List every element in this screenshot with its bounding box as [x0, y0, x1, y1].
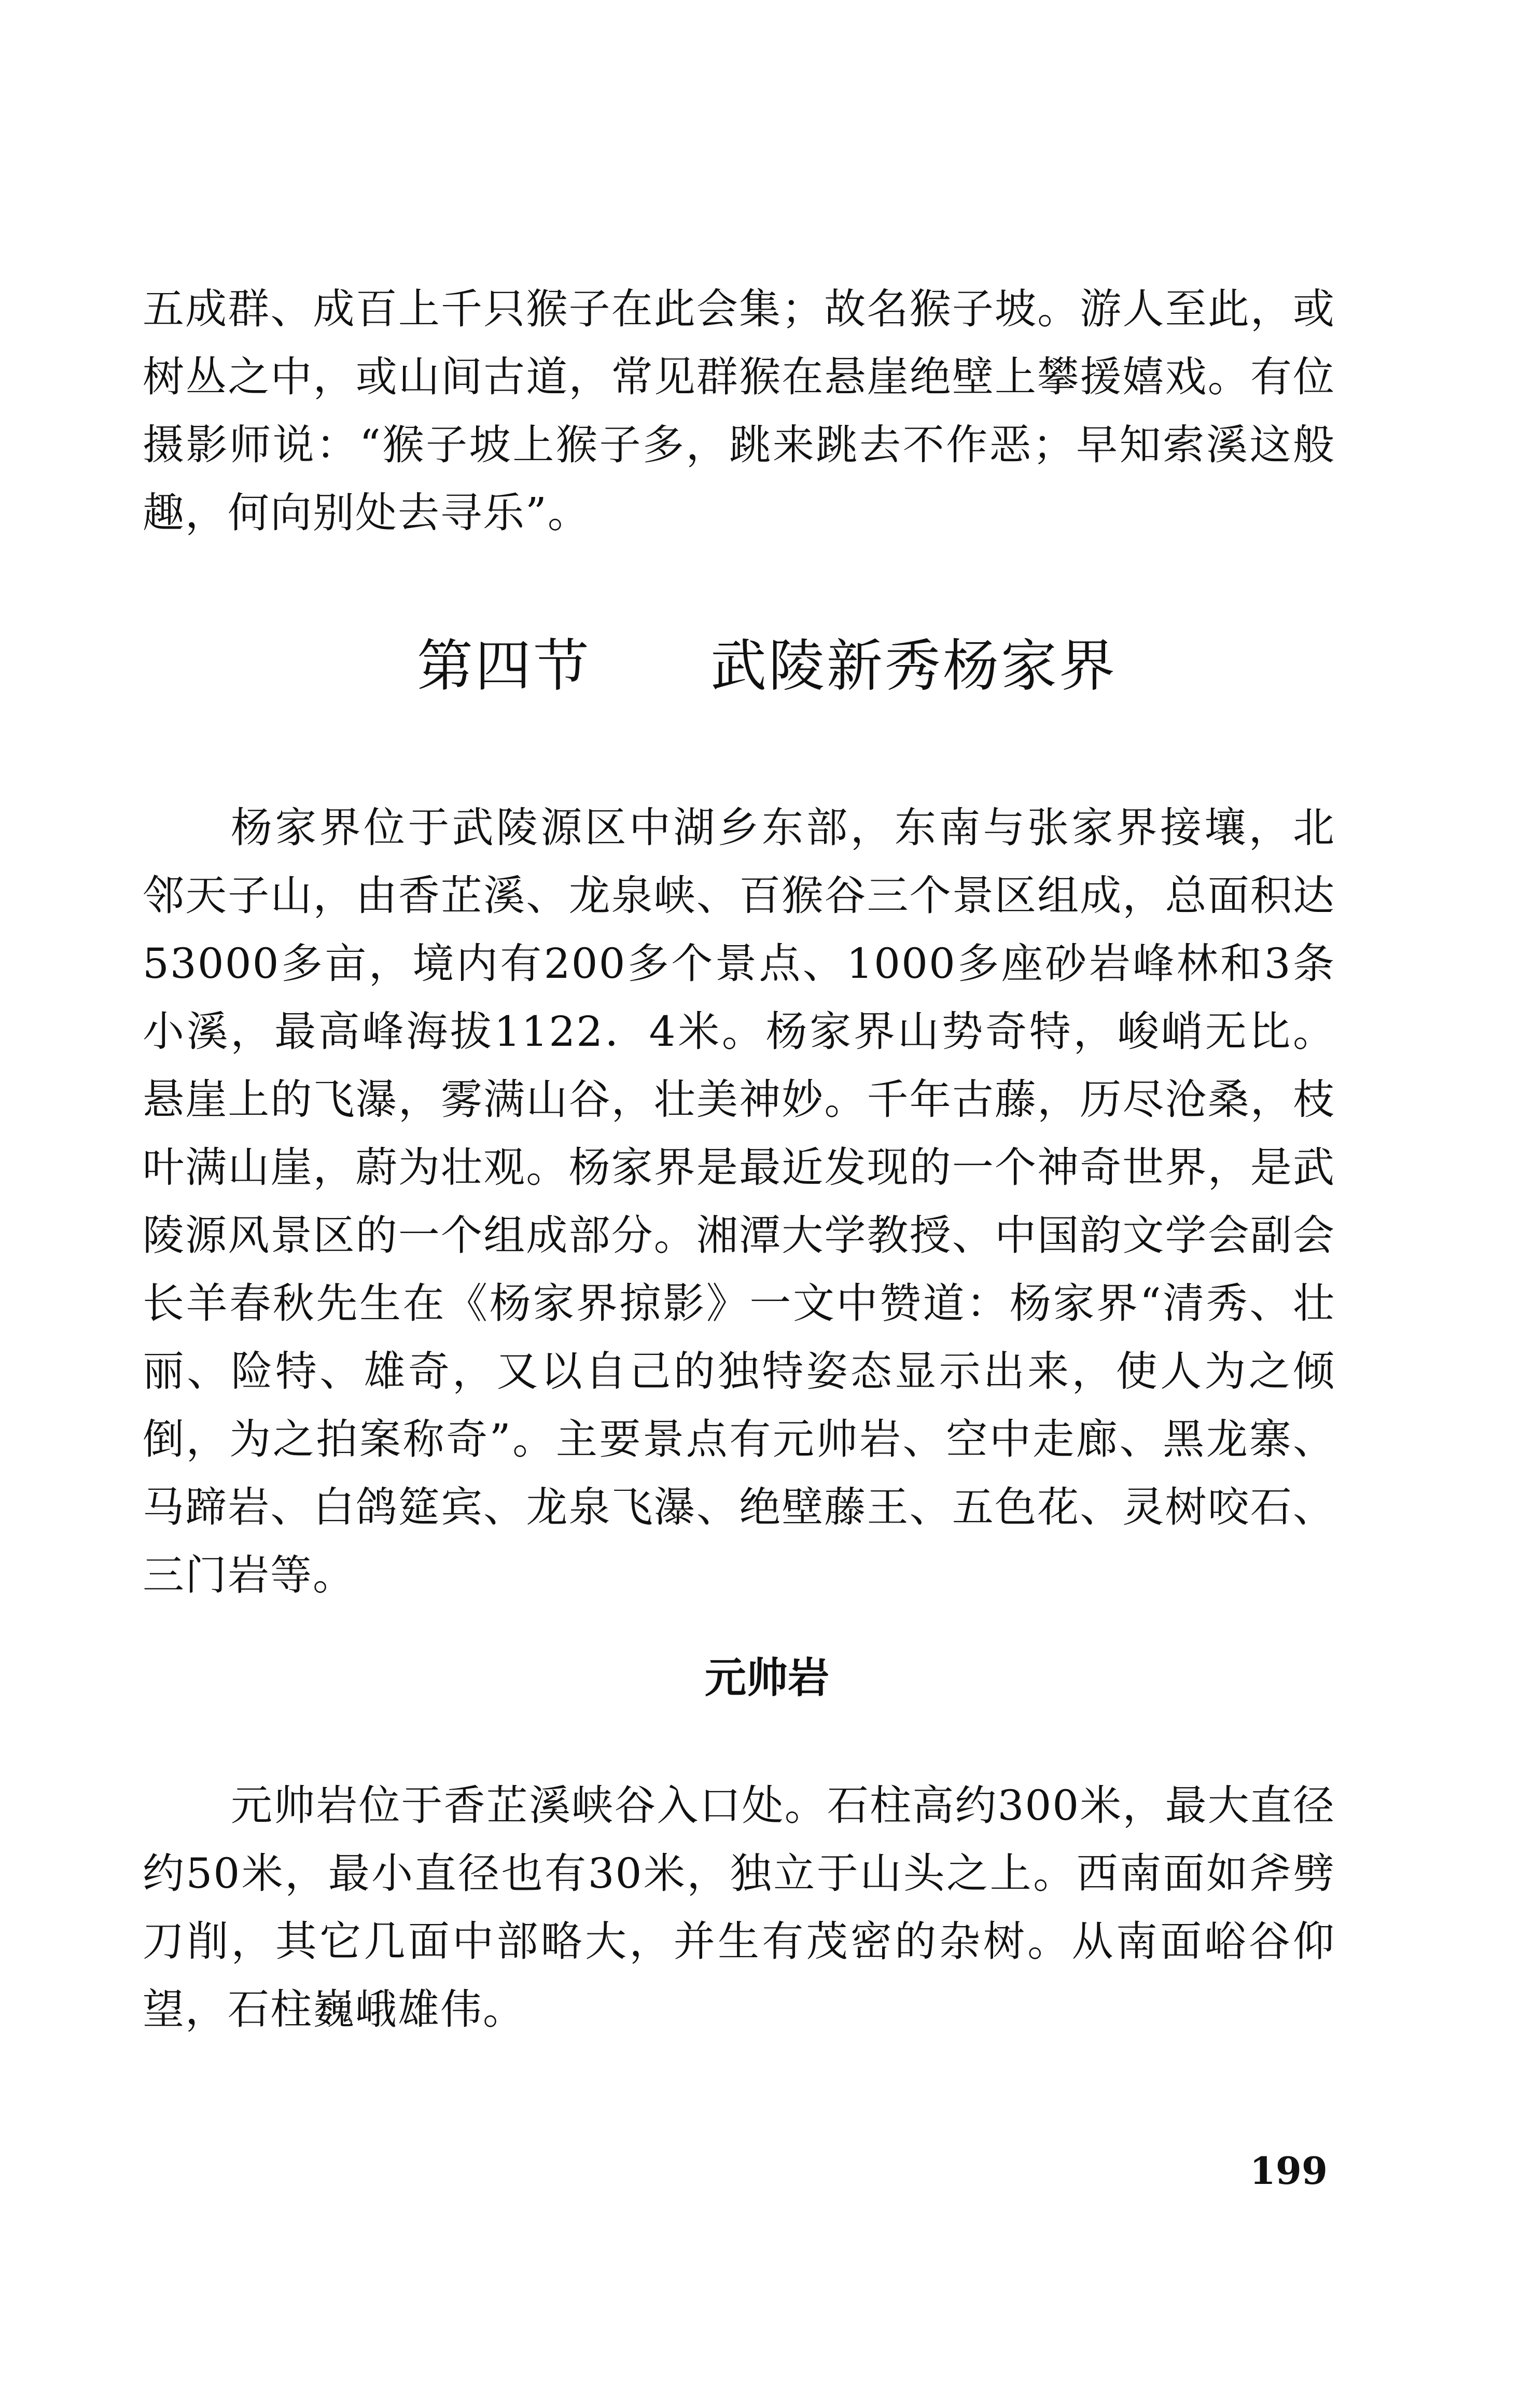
page-number: 199	[1249, 2149, 1328, 2193]
section-number: 第四节	[416, 634, 591, 699]
paragraph-yuanshuaiyan: 元帅岩位于香芷溪峡谷入口处。石柱高约300米，最大直径约50米，最小直径也有30米，独立于山头之上。西南面如斧劈刀削，其它几面中部略大，并生有茂密的杂树。从南面峪谷仰望，石柱巍峨雄伟。	[143, 1781, 1335, 2033]
paragraph-monkey-slope: 五成群、成百上千只猴子在此会集；故名猴子坡。游人至此，或树丛之中，或山间古道，常见群猴在悬崖绝壁上攀援嬉戏。有位摄影师说：“猴子坡上猴子多，跳来跳去不作恶；早知索溪这般趣，何向别处去寻乐”。	[143, 285, 1335, 537]
subsection-title: 元帅岩	[705, 1654, 829, 1702]
section-heading	[0, 630, 1534, 703]
section-title: 武陵新秀杨家界	[710, 634, 1118, 699]
paragraph-yangjiajie-intro: 杨家界位于武陵源区中湖乡东部，东南与张家界接壤，北邻天子山，由香芷溪、龙泉峡、百猴谷三个景区组成，总面积达53000多亩，境内有200多个景点、1000多座砂岩峰林和3条小溪，最高峰海拔1122．4米。杨家界山势奇特，峻峭无比。悬崖上的飞瀑，雾满山谷，壮美神妙。千年古藤，历尽沧桑，枝叶满山崖，蔚为壮观。杨家界是最近发现的一个神奇世界，是武陵源风景区的一个组成部分。湘潭大学教授、中国韵文学会副会长羊春秋先生在《杨家界掠影》一文中赞道：杨家界“清秀、壮丽、险特、雄奇，又以自己的独特姿态显示出来，使人为之倾倒，为之拍案称奇”。主要景点有元帅岩、空中走廊、黑龙寨、马蹄岩、白鸽筵宾、龙泉飞瀑、绝壁藤王、五色花、灵树咬石、三门岩等。	[143, 804, 1335, 1599]
